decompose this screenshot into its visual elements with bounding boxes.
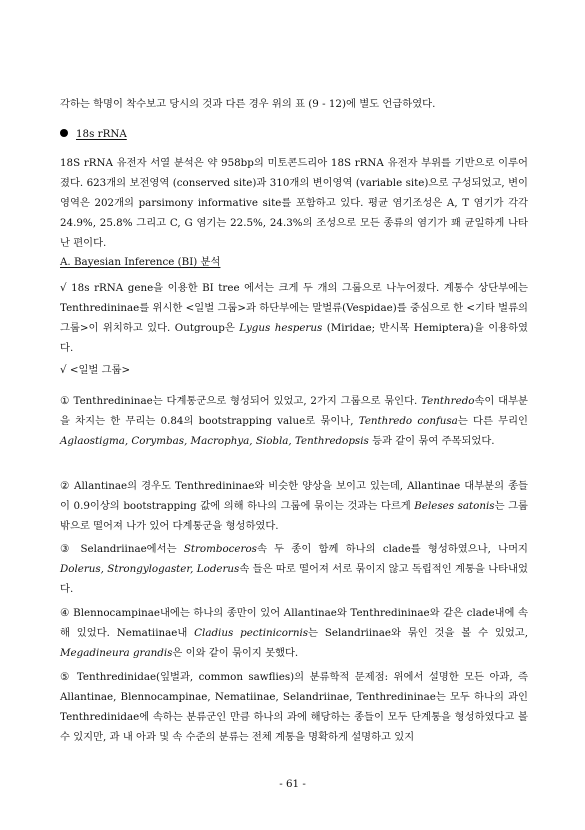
paragraph-blennocampinae: ④ Blennocampinae내에는 하나의 종만이 있어 Allantinae와 Tenthredininae와 같은 clade내에 속해 있었다. Nematiinae내 Cladius pectinicornis는 Selandriinae와 묶인 것을 볼 수 있었고, Megadineura grandis은 이와 같이 묶이지 못했다.	[60, 607, 528, 659]
section-heading-bi	[60, 252, 220, 272]
bullet-icon	[60, 129, 68, 137]
section-heading-bi-text: A. Bayesian Inference (BI) 분석	[60, 256, 221, 268]
paragraph-bi-overview: √ 18s rRNA gene을 이용한 BI tree 에서는 크게 두 개의 그룹으로 나누어졌다. 계통수 상단부에는 Tenthredininae를 위시한 <일벌 그룹>과 하단부에는 말벌류(Vespidae)를 중심으로 한 <기타 벌류의 그룹>이 위치하고 있다. Outgroup은 Lygus hesperus (Miridae; 반시목 Hemiptera)을 이용하였다.	[60, 282, 529, 354]
section-heading-18s-text: 18s rRNA	[76, 128, 127, 140]
paragraph-allantinae: ② Allantinae의 경우도 Tenthredininae와 비슷한 양상을 보이고 있는데, Allantinae 대부분의 종들이 0.9이상의 bootstrapping 값에 의해 하나의 그룹에 묶이는 것과는 다르게 Beleses satonis는 그룹 밖으로 떨어져 나가 있어 다계통군을 형성하였다.	[60, 480, 528, 532]
intro-paragraph: 각하는 학명이 착수보고 당시의 것과 다른 경우 위의 표 (9 - 12)에 별도 언급하였다.	[60, 98, 436, 110]
page-number: - 61 -	[279, 778, 306, 790]
paragraph-ilbeol-group: √ <일벌 그룹>	[60, 364, 131, 376]
paragraph-tenthredinidae: ⑤ Tenthredinidae(잎벌과, common sawflies)의 분류학적 문제점: 위에서 설명한 모든 아과, 즉 Allantinae, Blennocampinae, Nematiinae, Selandriinae, Tenthredininae는 모두 하나의 과인 Tenthredinidae에 속하는 분류군인 만큼 하나의 과에 해당하는 종들이 모두 단계통을 형성하였다고 볼 수 있지만, 과 내 아과 및 속 수준의 분류는 전체 계통을 명확하게 설명하고 있지	[60, 671, 528, 743]
section-heading-18s	[60, 124, 127, 144]
paragraph-18s-analysis: 18S rRNA 유전자 서열 분석은 약 958bp의 미토콘드리아 18S rRNA 유전자 부위를 기반으로 이루어졌다. 623개의 보전영역 (conserved site)과 310개의 변이영역 (variable site)으로 구성되었고, 변이영역은 202개의 parsimony informative site를 포함하고 있다. 평균 염기조성은 A, T 염기가 각각 24.9%, 25.8% 그리고 C, G 염기는 22.5%, 24.3%의 조성으로 모든 종류의 염기가 꽤 균일하게 나타난 편이다.	[60, 157, 528, 249]
paragraph-tenthredininae: ① Tenthredininae는 다계통군으로 형성되어 있었고, 2가지 그룹으로 묶인다. Tenthredo속이 대부분을 차지는 한 무리는 0.84의 bootstrapping value로 묶이나, Tenthredo confusa는 다른 무리인 Aglaostigma, Corymbas, Macrophya, Siobla, Tenthredopsis 등과 같이 묶여 주목되었다.	[60, 395, 528, 447]
paragraph-selandriinae: ③ Selandriinae에서는 Stromboceros속 두 종이 함께 하나의 clade를 형성하였으나, 나머지 Dolerus, Strongylogaster, Loderus속 들은 따로 떨어져 서로 묶이지 않고 독립적인 계통을 나타내었다.	[60, 543, 528, 595]
